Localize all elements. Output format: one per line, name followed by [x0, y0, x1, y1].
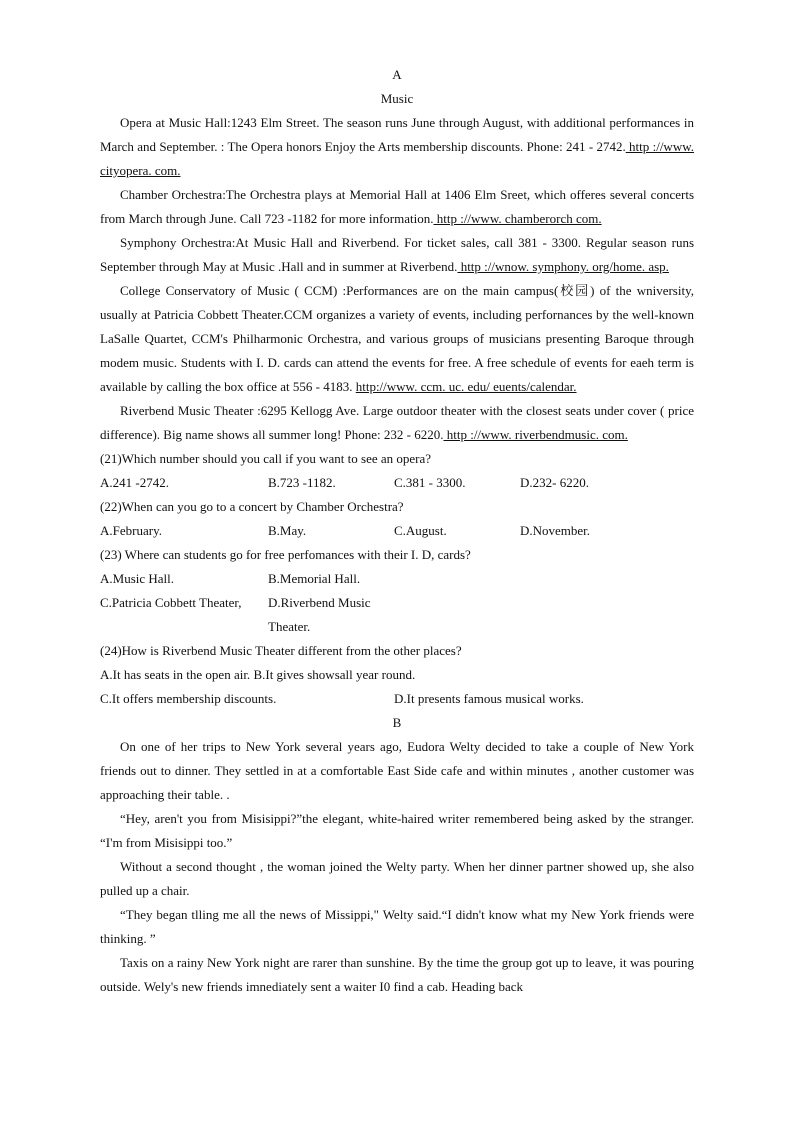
- option: C.It offers membership discounts.: [100, 691, 277, 706]
- paragraph-b5: Taxis on a rainy New York night are rarer than sunshine. By the time the group got up to leave, it was pouring outside. Wely's new friends imnediately sent a waiter I0 find a cab. Heading back: [100, 955, 694, 994]
- question-24-options-row1: [100, 663, 694, 687]
- question-21-options: [100, 471, 694, 495]
- symphony-link[interactable]: http ://wnow. symphony. org/home. asp.: [457, 259, 669, 274]
- question-22-options: [100, 519, 694, 543]
- paragraph-symphony: Symphony Orchestra:At Music Hall and Riverbend. For ticket sales, call 381 - 3300. Regular season runs September through May at Music .Hall and in summer at Riverbend. http ://wnow. symphony. org/home. asp.: [100, 235, 694, 274]
- paragraph-b3: Without a second thought , the woman joined the Welty party. When her dinner partner showed up, she also pulled up a chair.: [100, 859, 694, 898]
- paragraph-riverbend: Riverbend Music Theater :6295 Kellogg Ave. Large outdoor theater with the closest seats under cover ( price difference). Big name shows all summer long! Phone: 232 - 6220. http ://www. riverbendmusic. com.: [100, 403, 694, 442]
- option: D.232- 6220.: [520, 475, 589, 490]
- paragraph-ccm: College Conservatory of Music ( CCM) :Performances are on the main campus(校园) of the wniversity, usually at Patricia Cobbett Theater.CCM organizes a variety of events, including perfornances by the well-known LaSalle Quartet, CCM's Philharmonic Orchestra, and various groups of musicians presenting Baroque through modem music. Students with I. D. cards can attend the events for free. A free schedule of events for eaeh term is available by calling the box office at 556 - 4183. http://www. ccm. uc. edu/ euents/calendar.: [100, 283, 694, 394]
- question-24: (24)How is Riverbend Music Theater different from the other places?: [100, 643, 462, 658]
- option: B.Memorial Hall.: [268, 571, 361, 586]
- option: A.Music Hall.: [100, 571, 175, 586]
- document-page: [100, 63, 694, 999]
- option: B.It gives showsall year round.: [253, 667, 416, 682]
- section-a-title: Music: [380, 91, 414, 106]
- paragraph-b1: On one of her trips to New York several years ago, Eudora Welty decided to take a couple of New York friends out to dinner. They settled in at a comfortable East Side cafe and within minutes , another customer was approaching their table. .: [100, 739, 694, 802]
- question-22: (22)When can you go to a concert by Chamber Orchestra?: [100, 499, 404, 514]
- option: A.241 -2742.: [100, 475, 169, 490]
- option: B.723 -1182.: [268, 475, 336, 490]
- option: C.Patricia Cobbett Theater,: [100, 595, 242, 610]
- option: C.381 - 3300.: [394, 475, 466, 490]
- paragraph-opera: Opera at Music Hall:1243 Elm Street. The season runs June through August, with additional performances in March and September. : The Opera honors Enjoy the Arts membership discounts. Phone: 241 - 2742. http ://www. cityopera. com.: [100, 115, 694, 178]
- paragraph-chamber: Chamber Orchestra:The Orchestra plays at Memorial Hall at 1406 Elm Sreet, which offeres several concerts from March through June. Call 723 -1182 for more information. http ://www. chamberorch com.: [100, 187, 694, 226]
- question-23-options-row1: [100, 567, 694, 591]
- ccm-link[interactable]: http://www. ccm. uc. edu/ euents/calendar.: [355, 379, 577, 394]
- section-b-letter: B: [392, 715, 402, 730]
- section-a-letter: A: [392, 67, 402, 82]
- riverbend-link[interactable]: http ://www. riverbendmusic. com.: [443, 427, 628, 442]
- question-23: (23) Where can students go for free perfomances with their I. D, cards?: [100, 547, 471, 562]
- chamber-link[interactable]: http ://www. chamberorch com.: [433, 211, 602, 226]
- question-24-options-row2: [100, 687, 694, 711]
- option: A.It has seats in the open air.: [100, 667, 251, 682]
- option: A.February.: [100, 523, 162, 538]
- question-23-options-row2: [100, 591, 694, 639]
- paragraph-b2: “Hey, aren't you from Misisippi?”the elegant, white-haired writer remembered being asked by the stranger. “I'm from Misisippi too.”: [100, 811, 694, 850]
- option: D.November.: [520, 523, 591, 538]
- option: B.May.: [268, 523, 307, 538]
- option: D.Riverbend Music Theater.: [268, 595, 371, 634]
- option: C.August.: [394, 523, 447, 538]
- opera-link[interactable]: http ://www. cityopera. com.: [100, 139, 694, 178]
- question-21: (21)Which number should you call if you want to see an opera?: [100, 451, 432, 466]
- option: D.It presents famous musical works.: [394, 691, 584, 706]
- paragraph-b4: “They began tlling me all the news of Missippi," Welty said.“I didn't know what my New York friends were thinking. ”: [100, 907, 694, 946]
